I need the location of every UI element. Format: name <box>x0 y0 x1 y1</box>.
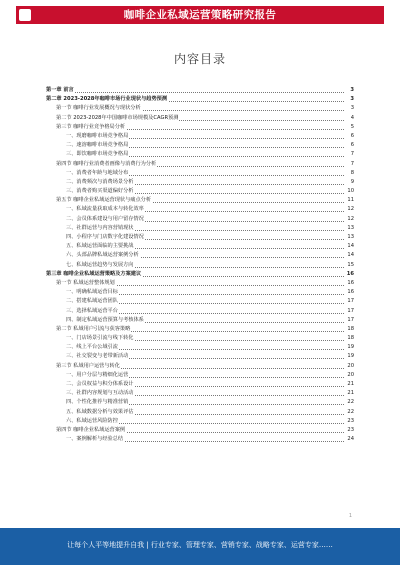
toc-entry[interactable] <box>46 297 354 306</box>
toc-entry-page: 12 <box>346 205 354 214</box>
header-banner <box>16 6 384 24</box>
toc-entry[interactable] <box>46 435 354 444</box>
toc-entry[interactable] <box>46 380 354 389</box>
toc-entry[interactable] <box>46 352 354 361</box>
toc-entry-title: 二、搭建私域运营团队 <box>66 298 118 305</box>
toc-entry[interactable] <box>46 334 354 343</box>
toc-entry-page: 7 <box>350 160 354 169</box>
toc-entry-title: 一、门店场景引流与线下转化 <box>66 335 134 342</box>
toc-entry-page: 16 <box>346 288 354 297</box>
toc-entry-title: 第四节 咖啡行业消费者画像与消费行为分析 <box>56 160 157 167</box>
toc-entry-page: 3 <box>350 104 354 113</box>
toc-entry[interactable] <box>46 307 354 316</box>
toc-entry-page: 6 <box>350 141 354 150</box>
toc-entry-page: 21 <box>346 389 354 398</box>
page-header <box>0 0 400 30</box>
toc-entry-title: 六、私域运营风险防控 <box>66 417 118 424</box>
toc-entry[interactable] <box>46 178 354 187</box>
toc-entry-title: 第四节 咖啡企业私域运营案例 <box>56 426 126 433</box>
toc-entry[interactable] <box>46 132 354 141</box>
toc-entry-title: 四、小程序与门店数字化建设情况 <box>66 234 144 240</box>
toc-entry-title: 第二节 私域用户引流与获客策略 <box>56 325 131 332</box>
toc-entry[interactable] <box>46 215 354 224</box>
toc-entry-title: 第五节 咖啡企业私域运营现状与痛点分析 <box>56 197 152 204</box>
toc-entry-page: 7 <box>350 150 354 159</box>
toc-entry-title: 三、消费者购买渠道偏好分析 <box>66 188 134 195</box>
toc-entry[interactable] <box>46 316 354 325</box>
toc-entry-title: 五、私域数据分析与效果评估 <box>66 408 134 415</box>
toc-entry[interactable] <box>46 160 354 169</box>
toc-entry-title: 四、制定私域运营预算与考核体系 <box>66 316 144 323</box>
toc-entry[interactable] <box>46 104 354 113</box>
toc-entry[interactable] <box>46 371 354 380</box>
toc-entry[interactable] <box>46 86 354 95</box>
toc-entry-title: 一、消费者年龄与地域分布 <box>66 169 129 176</box>
toc-entry-page: 19 <box>346 343 354 352</box>
toc-entry[interactable] <box>46 417 354 426</box>
toc-entry-title: 二、消费频次与消费场景分析 <box>66 178 134 185</box>
toc-entry-title: 第三节 私域用户运营与转化 <box>56 362 120 369</box>
toc-entry-page: 12 <box>346 215 354 224</box>
toc-entry-title: 二、会员权益与积分体系设计 <box>66 381 134 387</box>
table-of-contents <box>46 86 354 511</box>
toc-entry[interactable] <box>46 325 354 334</box>
toc-entry-title: 一、用户分层与精细化运营 <box>66 371 129 378</box>
toc-entry-page: 20 <box>346 371 354 380</box>
footer-slogan: 让每个人平等地提升自我 | 行业专家、管理专家、营销专家、战略专家、运营专家…… <box>67 541 333 549</box>
toc-entry-page: 18 <box>346 334 354 343</box>
toc-entry-title: 三、社交裂变与老带新活动 <box>66 353 129 360</box>
dot-leader <box>46 92 344 93</box>
toc-entry[interactable] <box>46 343 354 352</box>
toc-entry[interactable] <box>46 270 354 279</box>
toc-entry[interactable] <box>46 389 354 398</box>
toc-entry-title: 三、即饮咖啡市场竞争格局 <box>66 151 129 158</box>
toc-entry[interactable] <box>46 279 354 288</box>
toc-entry-title: 二、线上平台公域引流 <box>66 344 118 351</box>
toc-entry-page: 20 <box>346 362 354 371</box>
toc-entry-page: 3 <box>349 86 354 95</box>
toc-entry-title: 五、私域运营面临的主要挑战 <box>66 243 134 250</box>
toc-entry-title: 二、速溶咖啡市场竞争格局 <box>66 142 129 149</box>
toc-entry-page: 13 <box>346 233 354 242</box>
toc-entry-title: 一、现磨咖啡市场竞争格局 <box>66 132 129 139</box>
toc-entry-page: 16 <box>346 279 354 288</box>
toc-entry-title: 一、私域流量获取成本与转化效率 <box>66 206 144 213</box>
toc-entry[interactable] <box>46 224 354 233</box>
toc-entry-title: 第三章 咖啡企业私域运营策略及方案建议 <box>46 270 142 277</box>
toc-entry-title: 第二节 2023-2028年中国咖啡市场规模及CAGR预测 <box>56 114 179 121</box>
toc-entry-title: 第一节 咖啡行业发展概况与现状分析 <box>56 105 141 112</box>
toc-entry-title: 一、明确私域运营目标 <box>66 289 118 296</box>
page-number: 1 <box>348 513 352 519</box>
toc-entry-page: 17 <box>346 297 354 306</box>
toc-entry[interactable] <box>46 251 354 260</box>
toc-entry-page: 17 <box>346 307 354 316</box>
toc-entry-page: 9 <box>350 178 354 187</box>
toc-entry-title: 第三节 咖啡行业竞争格局分析 <box>56 123 126 130</box>
toc-entry-page: 11 <box>346 196 354 205</box>
toc-entry-page: 3 <box>349 95 354 104</box>
toc-entry[interactable] <box>46 408 354 417</box>
toc-entry-title: 第一节 私域运营整体规划 <box>56 279 115 286</box>
toc-entry-page: 24 <box>346 435 354 444</box>
toc-entry-title: 三、社群运营与内容营销现状 <box>66 224 134 231</box>
toc-entry-page: 19 <box>346 352 354 361</box>
toc-entry-title: 三、选择私域运营平台 <box>66 307 118 314</box>
toc-entry-page: 15 <box>346 261 354 270</box>
toc-entry[interactable] <box>46 233 354 242</box>
toc-entry[interactable] <box>46 426 354 435</box>
toc-entry-title: 第二章 2023-2028年咖啡市场行业现状与趋势预测 <box>46 96 168 103</box>
toc-entry-page: 22 <box>346 398 354 407</box>
toc-entry-title: 一、案例解析与经验总结 <box>66 436 124 443</box>
toc-entry-page: 22 <box>346 408 354 417</box>
toc-heading: 内容目录 <box>173 52 226 66</box>
toc-entry-title: 三、社群内容规划与互动活动 <box>66 390 134 397</box>
toc-entry-page: 21 <box>346 380 354 389</box>
toc-entry-title: 七、私域运营趋势与发展方向 <box>66 261 134 268</box>
toc-entry-page: 14 <box>346 242 354 251</box>
toc-entry[interactable] <box>46 123 354 132</box>
toc-entry-page: 16 <box>346 270 354 279</box>
toc-entry-title: 第一章 前言 <box>46 87 74 93</box>
report-title: 咖啡企业私域运营策略研究报告 <box>123 9 277 21</box>
toc-entry[interactable] <box>46 205 354 214</box>
toc-entry[interactable] <box>46 362 354 371</box>
toc-entry[interactable] <box>46 95 354 104</box>
toc-entry[interactable] <box>46 398 354 407</box>
toc-entry[interactable] <box>46 169 354 178</box>
toc-entry-page: 17 <box>346 316 354 325</box>
toc-entry-page: 18 <box>346 325 354 334</box>
toc-entry-title: 六、头部品牌私域运营案例分析 <box>66 252 139 259</box>
toc-entry[interactable] <box>46 114 354 123</box>
toc-entry-page: 14 <box>346 251 354 260</box>
toc-entry-page: 6 <box>350 132 354 141</box>
toc-entry-title: 二、会员体系建设与用户留存情况 <box>66 215 144 222</box>
toc-entry[interactable] <box>46 150 354 159</box>
toc-entry-page: 10 <box>346 187 354 196</box>
toc-entry[interactable] <box>46 288 354 297</box>
toc-entry[interactable] <box>46 261 354 270</box>
toc-entry-title: 四、个性化推荐与精准营销 <box>66 399 129 406</box>
toc-entry[interactable] <box>46 141 354 150</box>
toc-entry-page: 23 <box>346 417 354 426</box>
toc-entry-page: 23 <box>346 426 354 435</box>
toc-entry-page: 13 <box>346 224 354 233</box>
footer-banner <box>0 528 400 565</box>
toc-entry[interactable] <box>46 242 354 251</box>
toc-entry-page: 4 <box>350 114 354 123</box>
toc-entry[interactable] <box>46 187 354 196</box>
toc-entry-page: 5 <box>350 123 354 132</box>
toc-entry[interactable] <box>46 196 354 205</box>
toc-entry-page: 8 <box>350 169 354 178</box>
